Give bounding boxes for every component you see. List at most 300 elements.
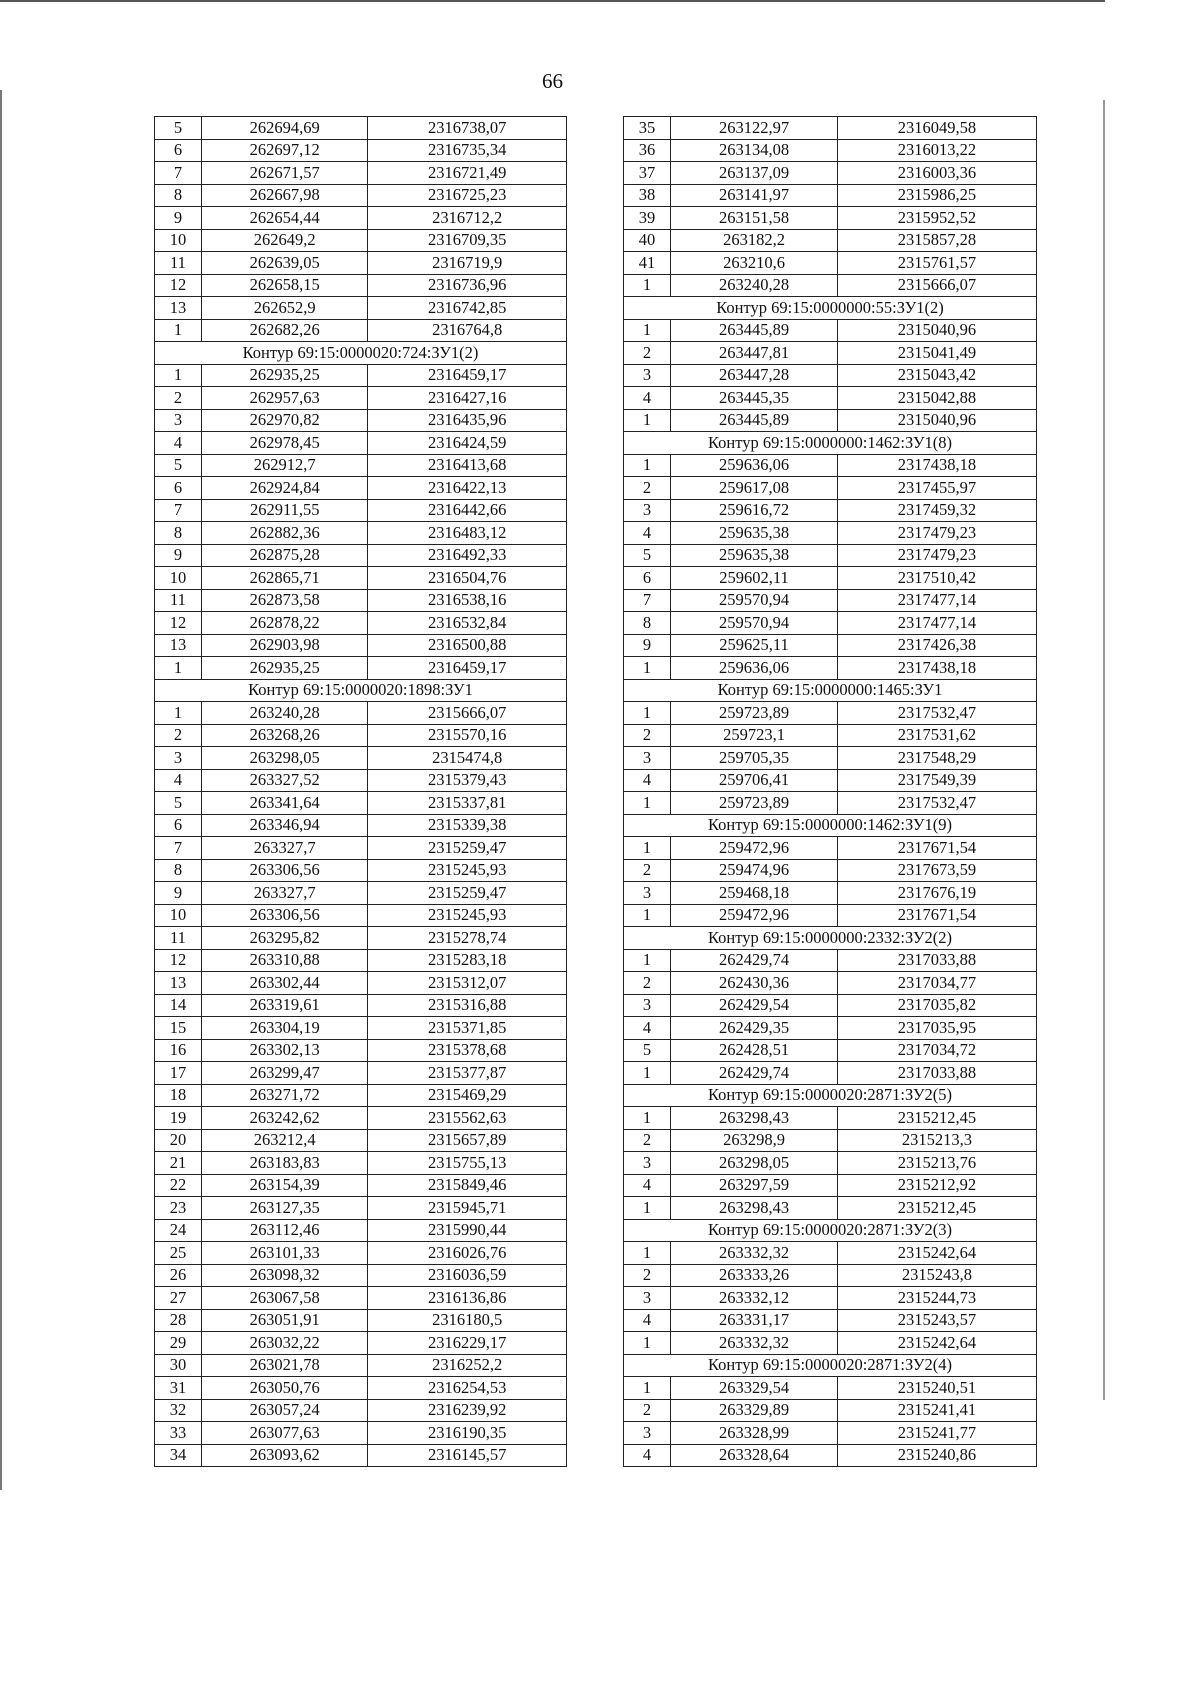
y-coordinate: 2317671,54	[837, 837, 1036, 860]
coordinate-row	[155, 544, 567, 567]
point-number: 8	[155, 184, 202, 207]
x-coordinate: 263306,56	[201, 859, 368, 882]
x-coordinate: 263240,28	[671, 274, 838, 297]
point-number: 6	[155, 477, 202, 500]
coordinate-row	[155, 454, 567, 477]
x-coordinate: 262865,71	[201, 567, 368, 590]
x-coordinate: 263328,99	[671, 1422, 838, 1445]
coordinate-row	[624, 117, 1037, 140]
y-coordinate: 2315259,47	[368, 837, 567, 860]
coordinate-row	[155, 769, 567, 792]
coordinate-row	[155, 1377, 567, 1400]
point-number: 27	[155, 1287, 202, 1310]
x-coordinate: 259570,94	[671, 589, 838, 612]
coordinate-row	[155, 814, 567, 837]
coordinate-row	[624, 387, 1037, 410]
coordinate-row	[155, 1129, 567, 1152]
point-number: 12	[155, 274, 202, 297]
point-number: 37	[624, 162, 671, 185]
y-coordinate: 2316180,5	[368, 1309, 567, 1332]
coordinate-row	[155, 927, 567, 950]
y-coordinate: 2317426,38	[837, 634, 1036, 657]
coordinate-row	[155, 229, 567, 252]
point-number: 31	[155, 1377, 202, 1400]
point-number: 13	[155, 972, 202, 995]
y-coordinate: 2316483,12	[368, 522, 567, 545]
coordinate-row	[624, 1287, 1037, 1310]
point-number: 2	[624, 342, 671, 365]
point-number: 7	[155, 162, 202, 185]
coordinate-row	[155, 612, 567, 635]
point-number: 2	[624, 1264, 671, 1287]
point-number: 13	[155, 297, 202, 320]
x-coordinate: 263021,78	[201, 1354, 368, 1377]
x-coordinate: 263101,33	[201, 1242, 368, 1265]
coordinate-row	[624, 454, 1037, 477]
y-coordinate: 2316504,76	[368, 567, 567, 590]
y-coordinate: 2316424,59	[368, 432, 567, 455]
contour-header-row	[624, 432, 1037, 455]
x-coordinate: 263093,62	[201, 1444, 368, 1467]
point-number: 17	[155, 1062, 202, 1085]
coordinate-row	[624, 859, 1037, 882]
contour-header-row	[155, 679, 567, 702]
point-number: 5	[155, 454, 202, 477]
y-coordinate: 2316145,57	[368, 1444, 567, 1467]
point-number: 5	[624, 544, 671, 567]
point-number: 28	[155, 1309, 202, 1332]
x-coordinate: 262935,25	[201, 364, 368, 387]
coordinate-row	[155, 882, 567, 905]
y-coordinate: 2316709,35	[368, 229, 567, 252]
y-coordinate: 2316239,92	[368, 1399, 567, 1422]
y-coordinate: 2317033,88	[837, 949, 1036, 972]
x-coordinate: 259617,08	[671, 477, 838, 500]
coordinate-row	[624, 769, 1037, 792]
point-number: 30	[155, 1354, 202, 1377]
point-number: 1	[624, 702, 671, 725]
x-coordinate: 263057,24	[201, 1399, 368, 1422]
y-coordinate: 2315666,07	[368, 702, 567, 725]
x-coordinate: 259625,11	[671, 634, 838, 657]
x-coordinate: 263327,7	[201, 882, 368, 905]
y-coordinate: 2316500,88	[368, 634, 567, 657]
point-number: 4	[624, 1174, 671, 1197]
y-coordinate: 2315562,63	[368, 1107, 567, 1130]
coordinate-row	[155, 477, 567, 500]
x-coordinate: 259705,35	[671, 747, 838, 770]
point-number: 10	[155, 229, 202, 252]
y-coordinate: 2315755,13	[368, 1152, 567, 1175]
coordinate-row	[155, 522, 567, 545]
point-number: 1	[155, 364, 202, 387]
contour-header-row	[624, 679, 1037, 702]
coordinate-row	[624, 792, 1037, 815]
x-coordinate: 263268,26	[201, 724, 368, 747]
x-coordinate: 262978,45	[201, 432, 368, 455]
point-number: 1	[624, 949, 671, 972]
x-coordinate: 263077,63	[201, 1422, 368, 1445]
y-coordinate: 2317455,97	[837, 477, 1036, 500]
x-coordinate: 259570,94	[671, 612, 838, 635]
x-coordinate: 259616,72	[671, 499, 838, 522]
coordinate-row	[624, 837, 1037, 860]
point-number: 9	[624, 634, 671, 657]
point-number: 9	[155, 882, 202, 905]
coordinate-row	[155, 1354, 567, 1377]
y-coordinate: 2316725,23	[368, 184, 567, 207]
y-coordinate: 2315986,25	[837, 184, 1036, 207]
x-coordinate: 262429,54	[671, 994, 838, 1017]
x-coordinate: 259472,96	[671, 837, 838, 860]
coordinate-row	[624, 1062, 1037, 1085]
x-coordinate: 262935,25	[201, 657, 368, 680]
point-number: 2	[155, 724, 202, 747]
point-number: 22	[155, 1174, 202, 1197]
point-number: 1	[624, 1377, 671, 1400]
y-coordinate: 2315040,96	[837, 409, 1036, 432]
coordinate-row	[155, 837, 567, 860]
y-coordinate: 2316742,85	[368, 297, 567, 320]
coordinate-row	[155, 184, 567, 207]
x-coordinate: 259723,1	[671, 724, 838, 747]
point-number: 1	[624, 1107, 671, 1130]
x-coordinate: 263302,44	[201, 972, 368, 995]
contour-header-row	[624, 814, 1037, 837]
coordinate-row	[624, 1107, 1037, 1130]
x-coordinate: 263329,89	[671, 1399, 838, 1422]
coordinate-row	[624, 949, 1037, 972]
point-number: 2	[624, 1129, 671, 1152]
x-coordinate: 263051,91	[201, 1309, 368, 1332]
point-number: 3	[624, 499, 671, 522]
coordinate-row	[155, 567, 567, 590]
y-coordinate: 2317479,23	[837, 522, 1036, 545]
coordinate-row	[155, 994, 567, 1017]
coordinate-row	[155, 1219, 567, 1242]
point-number: 15	[155, 1017, 202, 1040]
point-number: 9	[155, 544, 202, 567]
coordinate-row	[624, 364, 1037, 387]
contour-header-row	[624, 1219, 1037, 1242]
point-number: 1	[624, 904, 671, 927]
coordinate-row	[624, 207, 1037, 230]
x-coordinate: 263032,22	[201, 1332, 368, 1355]
x-coordinate: 263210,6	[671, 252, 838, 275]
y-coordinate: 2315469,29	[368, 1084, 567, 1107]
coordinate-row	[155, 499, 567, 522]
y-coordinate: 2316532,84	[368, 612, 567, 635]
x-coordinate: 263298,9	[671, 1129, 838, 1152]
y-coordinate: 2315570,16	[368, 724, 567, 747]
coordinate-row	[155, 409, 567, 432]
coordinate-row	[624, 1152, 1037, 1175]
point-number: 3	[155, 747, 202, 770]
point-number: 7	[155, 837, 202, 860]
x-coordinate: 263304,19	[201, 1017, 368, 1040]
point-number: 1	[155, 702, 202, 725]
y-coordinate: 2317548,29	[837, 747, 1036, 770]
y-coordinate: 2315339,38	[368, 814, 567, 837]
x-coordinate: 263151,58	[671, 207, 838, 230]
coordinate-row	[624, 1197, 1037, 1220]
coordinate-row	[624, 274, 1037, 297]
point-number: 4	[624, 769, 671, 792]
y-coordinate: 2315952,52	[837, 207, 1036, 230]
coordinate-row	[624, 409, 1037, 432]
x-coordinate: 259723,89	[671, 702, 838, 725]
point-number: 6	[155, 139, 202, 162]
point-number: 1	[624, 657, 671, 680]
coordinate-row	[624, 634, 1037, 657]
x-coordinate: 259472,96	[671, 904, 838, 927]
x-coordinate: 262957,63	[201, 387, 368, 410]
x-coordinate: 263447,81	[671, 342, 838, 365]
coordinate-row	[624, 657, 1037, 680]
coordinate-row	[155, 702, 567, 725]
coordinate-row	[624, 1039, 1037, 1062]
contour-title: Контур 69:15:0000020:2871:ЗУ2(5)	[624, 1084, 1037, 1107]
y-coordinate: 2317477,14	[837, 612, 1036, 635]
coordinate-row	[624, 139, 1037, 162]
x-coordinate: 259635,38	[671, 544, 838, 567]
y-coordinate: 2316459,17	[368, 657, 567, 680]
point-number: 1	[624, 1062, 671, 1085]
x-coordinate: 262912,7	[201, 454, 368, 477]
y-coordinate: 2317549,39	[837, 769, 1036, 792]
point-number: 1	[624, 409, 671, 432]
coordinate-row	[155, 949, 567, 972]
point-number: 7	[155, 499, 202, 522]
point-number: 39	[624, 207, 671, 230]
point-number: 4	[624, 1444, 671, 1467]
contour-title: Контур 69:15:0000020:1898:ЗУ1	[155, 679, 567, 702]
coordinate-row	[155, 117, 567, 140]
x-coordinate: 262682,26	[201, 319, 368, 342]
x-coordinate: 263134,08	[671, 139, 838, 162]
point-number: 12	[155, 612, 202, 635]
coordinate-row	[155, 1017, 567, 1040]
coordinate-row	[624, 1129, 1037, 1152]
point-number: 32	[155, 1399, 202, 1422]
contour-title: Контур 69:15:0000020:724:ЗУ1(2)	[155, 342, 567, 365]
y-coordinate: 2315371,85	[368, 1017, 567, 1040]
x-coordinate: 263329,54	[671, 1377, 838, 1400]
coordinate-row	[624, 162, 1037, 185]
coordinate-row	[624, 1264, 1037, 1287]
point-number: 25	[155, 1242, 202, 1265]
point-number: 4	[624, 522, 671, 545]
point-number: 13	[155, 634, 202, 657]
y-coordinate: 2317479,23	[837, 544, 1036, 567]
contour-title: Контур 69:15:0000000:55:ЗУ1(2)	[624, 297, 1037, 320]
y-coordinate: 2316254,53	[368, 1377, 567, 1400]
y-coordinate: 2317035,82	[837, 994, 1036, 1017]
contour-header-row	[624, 927, 1037, 950]
x-coordinate: 263127,35	[201, 1197, 368, 1220]
coordinates-table-left	[154, 116, 567, 1467]
y-coordinate: 2315312,07	[368, 972, 567, 995]
x-coordinate: 259723,89	[671, 792, 838, 815]
x-coordinate: 263298,43	[671, 1197, 838, 1220]
coordinate-row	[155, 1174, 567, 1197]
x-coordinate: 262873,58	[201, 589, 368, 612]
point-number: 3	[155, 409, 202, 432]
x-coordinate: 263098,32	[201, 1264, 368, 1287]
coordinate-row	[624, 1399, 1037, 1422]
x-coordinate: 262667,98	[201, 184, 368, 207]
coordinate-row	[155, 297, 567, 320]
x-coordinate: 263271,72	[201, 1084, 368, 1107]
y-coordinate: 2316719,9	[368, 252, 567, 275]
y-coordinate: 2317532,47	[837, 702, 1036, 725]
x-coordinate: 262970,82	[201, 409, 368, 432]
coordinate-row	[624, 567, 1037, 590]
x-coordinate: 263298,05	[201, 747, 368, 770]
contour-header-row	[624, 1354, 1037, 1377]
point-number: 3	[624, 747, 671, 770]
y-coordinate: 2315761,57	[837, 252, 1036, 275]
y-coordinate: 2317033,88	[837, 1062, 1036, 1085]
y-coordinate: 2315474,8	[368, 747, 567, 770]
coordinate-row	[155, 1444, 567, 1467]
y-coordinate: 2317035,95	[837, 1017, 1036, 1040]
y-coordinate: 2316252,2	[368, 1354, 567, 1377]
x-coordinate: 263050,76	[201, 1377, 368, 1400]
y-coordinate: 2315213,76	[837, 1152, 1036, 1175]
coordinate-row	[624, 319, 1037, 342]
y-coordinate: 2315212,92	[837, 1174, 1036, 1197]
x-coordinate: 263332,12	[671, 1287, 838, 1310]
y-coordinate: 2316036,59	[368, 1264, 567, 1287]
point-number: 3	[624, 1152, 671, 1175]
coordinate-row	[624, 1377, 1037, 1400]
point-number: 1	[155, 319, 202, 342]
coordinate-row	[155, 904, 567, 927]
x-coordinate: 262875,28	[201, 544, 368, 567]
coordinate-row	[155, 319, 567, 342]
y-coordinate: 2315041,49	[837, 342, 1036, 365]
point-number: 3	[624, 364, 671, 387]
x-coordinate: 263302,13	[201, 1039, 368, 1062]
x-coordinate: 263297,59	[671, 1174, 838, 1197]
coordinate-row	[155, 364, 567, 387]
y-coordinate: 2315212,45	[837, 1197, 1036, 1220]
x-coordinate: 259474,96	[671, 859, 838, 882]
point-number: 1	[624, 837, 671, 860]
point-number: 1	[155, 657, 202, 680]
point-number: 18	[155, 1084, 202, 1107]
y-coordinate: 2316736,96	[368, 274, 567, 297]
point-number: 36	[624, 139, 671, 162]
point-number: 19	[155, 1107, 202, 1130]
x-coordinate: 263242,62	[201, 1107, 368, 1130]
y-coordinate: 2316738,07	[368, 117, 567, 140]
y-coordinate: 2315857,28	[837, 229, 1036, 252]
coordinate-row	[624, 882, 1037, 905]
point-number: 1	[624, 454, 671, 477]
y-coordinate: 2316435,96	[368, 409, 567, 432]
y-coordinate: 2317477,14	[837, 589, 1036, 612]
x-coordinate: 262652,9	[201, 297, 368, 320]
point-number: 23	[155, 1197, 202, 1220]
y-coordinate: 2316442,66	[368, 499, 567, 522]
point-number: 11	[155, 252, 202, 275]
point-number: 40	[624, 229, 671, 252]
y-coordinate: 2315043,42	[837, 364, 1036, 387]
coordinate-row	[624, 1242, 1037, 1265]
y-coordinate: 2315213,3	[837, 1129, 1036, 1152]
coordinate-row	[624, 972, 1037, 995]
x-coordinate: 262430,36	[671, 972, 838, 995]
coordinate-row	[624, 1017, 1037, 1040]
y-coordinate: 2315657,89	[368, 1129, 567, 1152]
y-coordinate: 2315945,71	[368, 1197, 567, 1220]
coordinate-row	[624, 522, 1037, 545]
coordinate-row	[624, 612, 1037, 635]
x-coordinate: 262429,74	[671, 1062, 838, 1085]
point-number: 29	[155, 1332, 202, 1355]
point-number: 35	[624, 117, 671, 140]
point-number: 26	[155, 1264, 202, 1287]
point-number: 4	[624, 387, 671, 410]
x-coordinate: 263112,46	[201, 1219, 368, 1242]
y-coordinate: 2316003,36	[837, 162, 1036, 185]
coordinate-row	[624, 252, 1037, 275]
y-coordinate: 2315040,96	[837, 319, 1036, 342]
y-coordinate: 2316764,8	[368, 319, 567, 342]
contour-title: Контур 69:15:0000000:1462:ЗУ1(9)	[624, 814, 1037, 837]
coordinate-row	[155, 162, 567, 185]
y-coordinate: 2316712,2	[368, 207, 567, 230]
x-coordinate: 263310,88	[201, 949, 368, 972]
point-number: 8	[624, 612, 671, 635]
y-coordinate: 2316136,86	[368, 1287, 567, 1310]
point-number: 10	[155, 567, 202, 590]
point-number: 6	[155, 814, 202, 837]
y-coordinate: 2316721,49	[368, 162, 567, 185]
point-number: 1	[624, 274, 671, 297]
x-coordinate: 262429,35	[671, 1017, 838, 1040]
y-coordinate: 2317531,62	[837, 724, 1036, 747]
y-coordinate: 2317459,32	[837, 499, 1036, 522]
y-coordinate: 2316735,34	[368, 139, 567, 162]
y-coordinate: 2316492,33	[368, 544, 567, 567]
x-coordinate: 263298,05	[671, 1152, 838, 1175]
y-coordinate: 2315259,47	[368, 882, 567, 905]
x-coordinate: 262697,12	[201, 139, 368, 162]
point-number: 2	[155, 387, 202, 410]
coordinates-table-left-body	[155, 117, 567, 1467]
x-coordinate: 263298,43	[671, 1107, 838, 1130]
coordinates-table-right	[623, 116, 1037, 1467]
point-number: 8	[155, 522, 202, 545]
coordinate-row	[155, 1039, 567, 1062]
contour-title: Контур 69:15:0000000:1462:ЗУ1(8)	[624, 432, 1037, 455]
y-coordinate: 2315379,43	[368, 769, 567, 792]
point-number: 4	[624, 1309, 671, 1332]
x-coordinate: 263331,17	[671, 1309, 838, 1332]
y-coordinate: 2315212,45	[837, 1107, 1036, 1130]
point-number: 1	[624, 1242, 671, 1265]
point-number: 34	[155, 1444, 202, 1467]
y-coordinate: 2315245,93	[368, 904, 567, 927]
y-coordinate: 2315240,86	[837, 1444, 1036, 1467]
y-coordinate: 2316459,17	[368, 364, 567, 387]
coordinate-row	[624, 1174, 1037, 1197]
coordinates-table-right-body	[624, 117, 1037, 1467]
x-coordinate: 263067,58	[201, 1287, 368, 1310]
